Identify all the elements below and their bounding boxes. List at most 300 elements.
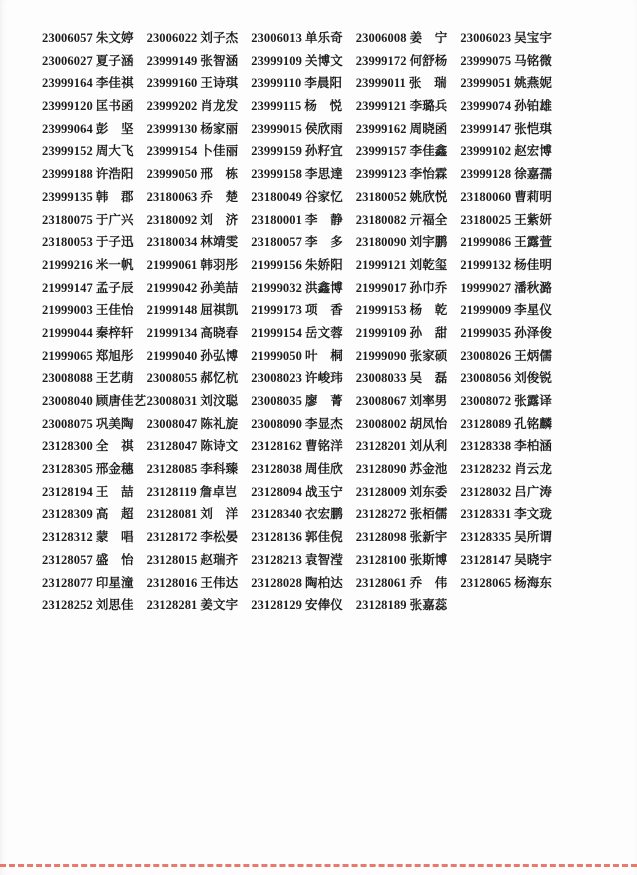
student-id: 23999064 <box>42 121 93 136</box>
student-id: 23128272 <box>355 507 407 522</box>
roster-entry <box>356 549 461 572</box>
student-id: 23180049 <box>251 189 302 204</box>
roster-entry <box>42 231 147 254</box>
student-name: 许浩阳 <box>95 167 134 182</box>
roster-entry <box>251 458 356 481</box>
student-id: 23999202 <box>146 99 198 114</box>
roster-entry <box>42 549 147 572</box>
student-name: 邢金穗 <box>95 462 134 477</box>
student-name: 王炳儒 <box>514 348 552 363</box>
roster-entry <box>147 413 252 436</box>
roster-entry <box>356 594 461 617</box>
roster-entry <box>460 299 565 322</box>
student-name: 李思達 <box>305 167 343 182</box>
student-id: 23008090 <box>251 416 302 431</box>
roster-entry <box>460 95 565 118</box>
student-id: 21999044 <box>42 325 93 340</box>
student-id: 21999065 <box>42 348 93 363</box>
student-id: 23008002 <box>355 416 407 431</box>
student-id: 23006022 <box>146 31 198 45</box>
student-name: 高晓春 <box>200 325 239 340</box>
student-name: 王诗琪 <box>200 76 239 91</box>
roster-entry <box>356 118 461 141</box>
student-name: 姜文宇 <box>200 598 239 613</box>
student-id: 23180075 <box>42 212 93 227</box>
roster-entry <box>356 435 461 458</box>
student-name: 项 香 <box>305 303 343 318</box>
student-name: 许峻玮 <box>305 371 343 386</box>
student-id: 23128038 <box>251 462 302 477</box>
student-name: 肖云龙 <box>514 462 552 477</box>
roster-entry <box>460 27 565 50</box>
student-name: 蒙 唱 <box>95 530 134 545</box>
student-name: 李怡霖 <box>409 167 448 182</box>
student-name: 马铭微 <box>514 53 552 68</box>
student-id: 23999154 <box>146 144 198 159</box>
roster-entry <box>251 299 356 322</box>
student-id: 21999134 <box>146 325 198 340</box>
student-id: 23128098 <box>355 530 407 545</box>
roster-entry <box>356 95 461 118</box>
roster-entry <box>356 163 461 186</box>
roster-entry <box>147 549 252 572</box>
student-id: 23128089 <box>460 416 512 431</box>
student-name: 王佳怡 <box>95 303 134 318</box>
student-name: 韩羽彤 <box>200 257 239 272</box>
student-id: 23006013 <box>251 31 302 45</box>
student-id: 23999164 <box>42 76 93 91</box>
roster-entry <box>251 572 356 595</box>
student-id: 23999123 <box>355 167 407 182</box>
roster-entry <box>147 458 252 481</box>
student-name: 刘从利 <box>409 439 448 454</box>
roster-entry <box>42 209 147 232</box>
student-name: 衣宏鹏 <box>305 507 343 522</box>
roster-entry <box>460 231 565 254</box>
student-id: 23128340 <box>251 507 302 522</box>
student-id: 23180063 <box>146 189 198 204</box>
student-id: 23128016 <box>146 575 198 590</box>
student-id: 23128085 <box>146 462 198 477</box>
student-name: 孙巾乔 <box>409 280 448 295</box>
student-id: 21999121 <box>355 257 407 272</box>
student-id: 23999158 <box>251 167 302 182</box>
student-name: 刘宇鹏 <box>409 235 448 250</box>
roster-entry <box>460 390 565 413</box>
student-id: 23999135 <box>42 189 93 204</box>
student-name: 刘子杰 <box>200 31 239 45</box>
student-name: 郝忆杭 <box>200 371 239 386</box>
student-name: 杨家丽 <box>200 121 239 136</box>
roster-entry <box>147 186 252 209</box>
student-id: 23999110 <box>251 76 302 91</box>
student-name: 王紫妍 <box>514 212 552 227</box>
roster-entry <box>147 367 252 390</box>
roster-entry <box>460 209 565 232</box>
student-name: 苏金池 <box>409 462 448 477</box>
student-name: 乔 楚 <box>200 189 239 204</box>
student-name: 李佳祺 <box>95 76 134 91</box>
student-id: 23128047 <box>146 439 198 454</box>
roster-entry <box>251 118 356 141</box>
student-id: 21999154 <box>251 325 302 340</box>
student-id: 23999188 <box>42 167 93 182</box>
student-id: 23008075 <box>42 416 93 431</box>
student-name: 安俸仪 <box>305 598 343 613</box>
student-id: 21999216 <box>42 257 93 272</box>
roster-entry <box>251 549 356 572</box>
roster-entry <box>356 572 461 595</box>
roster-entry <box>42 72 147 95</box>
roster-entry <box>356 390 461 413</box>
student-id: 23008035 <box>251 394 302 408</box>
roster-entry <box>147 209 252 232</box>
student-name: 于子迅 <box>95 235 134 250</box>
student-name: 张新宇 <box>409 530 448 545</box>
student-id: 23128090 <box>355 462 407 477</box>
student-name: 孙泽俊 <box>514 325 552 340</box>
student-id: 21999061 <box>146 257 198 272</box>
roster-entry <box>460 163 565 186</box>
student-id: 23128172 <box>146 530 198 545</box>
student-name: 刘俊锐 <box>514 371 552 386</box>
roster-entry <box>42 140 147 163</box>
roster-entry <box>251 27 356 50</box>
student-id: 23999162 <box>355 121 407 136</box>
roster-entry <box>42 186 147 209</box>
student-id: 23008072 <box>460 394 512 408</box>
roster-grid <box>42 27 565 617</box>
roster-entry <box>42 50 147 73</box>
student-id: 21999040 <box>146 348 198 363</box>
student-id: 23128077 <box>42 575 93 590</box>
student-id: 23128300 <box>42 439 93 454</box>
student-name: 卜佳丽 <box>200 144 239 159</box>
roster-entry <box>147 95 252 118</box>
student-name: 姚欣悦 <box>409 189 448 204</box>
student-name: 孙弘博 <box>200 348 239 363</box>
roster-entry <box>147 72 252 95</box>
roster-entry <box>356 254 461 277</box>
student-name: 孙铂雄 <box>514 99 552 114</box>
student-id: 23006008 <box>355 31 407 45</box>
roster-entry <box>251 435 356 458</box>
student-name: 于广兴 <box>95 212 134 227</box>
roster-entry <box>460 367 565 390</box>
roster-entry <box>147 345 252 368</box>
student-id: 23128136 <box>251 530 302 545</box>
student-id: 23006023 <box>460 31 512 45</box>
roster-entry <box>460 118 565 141</box>
student-id: 23128094 <box>251 484 302 499</box>
student-name: 米一帆 <box>95 257 134 272</box>
roster-entry <box>460 458 565 481</box>
roster-entry <box>356 27 461 50</box>
student-name: 吴宝宇 <box>514 31 552 45</box>
student-id: 23128147 <box>460 552 512 567</box>
roster-entry <box>42 95 147 118</box>
student-id: 23128309 <box>42 507 93 522</box>
roster-entry <box>42 594 147 617</box>
student-id: 23008040 <box>42 394 93 408</box>
student-name: 刘 洋 <box>200 507 239 522</box>
student-name: 潘秋潞 <box>514 280 552 295</box>
student-name: 顾唐佳艺 <box>95 394 147 408</box>
student-id: 23128015 <box>146 552 198 567</box>
roster-entry <box>460 481 565 504</box>
student-id: 23128331 <box>460 507 512 522</box>
student-name: 杨 悦 <box>304 99 343 114</box>
student-name: 侯欣雨 <box>305 121 343 136</box>
roster-entry <box>460 435 565 458</box>
student-name: 郭佳倪 <box>305 530 343 545</box>
student-id: 23128232 <box>460 462 512 477</box>
roster-entry <box>147 481 252 504</box>
roster-entry <box>42 345 147 368</box>
roster-entry <box>356 209 461 232</box>
student-id: 23006027 <box>42 53 93 68</box>
roster-entry <box>460 345 565 368</box>
student-name: 李晨阳 <box>304 76 343 91</box>
student-name: 张嘉蕊 <box>409 598 448 613</box>
roster-entry <box>42 390 147 413</box>
student-id: 21999050 <box>251 348 302 363</box>
roster-entry <box>42 413 147 436</box>
student-id: 23128305 <box>42 462 93 477</box>
student-id: 21999147 <box>42 280 93 295</box>
student-name: 夏子涵 <box>95 53 134 68</box>
student-name: 韩 郡 <box>95 189 134 204</box>
student-name: 王伟达 <box>200 575 239 590</box>
roster-entry <box>460 140 565 163</box>
student-id: 23999128 <box>460 167 512 182</box>
student-name: 巩美陶 <box>95 416 134 431</box>
student-id: 23128338 <box>460 439 512 454</box>
roster-entry <box>42 367 147 390</box>
student-id: 23008033 <box>355 371 407 386</box>
student-name: 叶 桐 <box>305 348 343 363</box>
student-id: 23008056 <box>460 371 512 386</box>
student-name: 姚燕妮 <box>514 76 552 91</box>
roster-entry <box>147 231 252 254</box>
roster-entry <box>460 186 565 209</box>
student-name: 何舒杨 <box>409 53 448 68</box>
student-id: 21999173 <box>251 303 302 318</box>
student-id: 23128162 <box>251 439 302 454</box>
student-id: 23008026 <box>460 348 512 363</box>
student-name: 盛 怡 <box>95 552 134 567</box>
roster-entry <box>147 572 252 595</box>
student-name: 朱文婷 <box>95 31 134 45</box>
student-name: 詹卓岂 <box>199 484 238 499</box>
student-name: 王艺萌 <box>95 371 134 386</box>
student-id: 23999160 <box>146 76 198 91</box>
student-name: 李柏涵 <box>514 439 552 454</box>
student-name: 全 祺 <box>95 439 134 454</box>
student-id: 23180057 <box>251 235 302 250</box>
student-name: 李显杰 <box>305 416 343 431</box>
roster-entry <box>251 163 356 186</box>
roster-entry <box>147 526 252 549</box>
student-id: 23180082 <box>355 212 407 227</box>
student-name: 李佳鑫 <box>409 144 448 159</box>
student-name: 肖龙发 <box>200 99 239 114</box>
roster-entry <box>147 594 252 617</box>
student-id: 23999011 <box>355 76 406 91</box>
roster-entry <box>356 277 461 300</box>
student-name: 吴所谓 <box>514 530 552 545</box>
student-id: 23128032 <box>460 484 512 499</box>
student-name: 孟子辰 <box>95 280 134 295</box>
roster-entry <box>251 322 356 345</box>
student-name: 刘东委 <box>409 484 448 499</box>
roster-entry <box>42 277 147 300</box>
roster-entry <box>356 140 461 163</box>
student-name: 周大飞 <box>95 144 134 159</box>
roster-entry <box>356 526 461 549</box>
roster-entry <box>356 72 461 95</box>
roster-entry <box>251 526 356 549</box>
student-name: 廖 菁 <box>305 394 343 408</box>
roster-entry <box>251 50 356 73</box>
roster-entry <box>460 254 565 277</box>
roster-entry <box>42 481 147 504</box>
roster-entry <box>147 299 252 322</box>
student-name: 李 多 <box>305 235 343 250</box>
roster-entry <box>251 254 356 277</box>
student-name: 高 超 <box>95 507 134 522</box>
student-id: 21999009 <box>460 303 512 318</box>
student-id: 23008047 <box>146 416 198 431</box>
roster-entry <box>356 299 461 322</box>
student-id: 23180092 <box>146 212 198 227</box>
roster-entry <box>147 163 252 186</box>
roster-entry <box>356 50 461 73</box>
roster-entry <box>251 277 356 300</box>
student-name: 周佳欣 <box>305 462 343 477</box>
student-name: 张恺琪 <box>514 121 552 136</box>
roster-entry <box>356 345 461 368</box>
student-name: 李 静 <box>305 212 343 227</box>
student-id: 23999152 <box>42 144 93 159</box>
roster-entry <box>42 458 147 481</box>
roster-entry <box>42 254 147 277</box>
student-id: 23128189 <box>355 598 407 613</box>
student-name: 乔 伟 <box>409 575 448 590</box>
student-id: 21999017 <box>355 280 407 295</box>
roster-entry <box>251 413 356 436</box>
roster-entry <box>251 186 356 209</box>
student-id: 23008067 <box>355 394 407 408</box>
roster-entry <box>356 367 461 390</box>
roster-entry <box>147 503 252 526</box>
roster-entry <box>460 50 565 73</box>
roster-entry <box>251 367 356 390</box>
student-name: 姜 宁 <box>409 31 448 45</box>
student-id: 23128213 <box>251 552 302 567</box>
roster-entry <box>460 322 565 345</box>
roster-entry <box>251 231 356 254</box>
student-id: 21999035 <box>460 325 512 340</box>
student-name: 战玉宁 <box>305 484 343 499</box>
student-id: 21999086 <box>460 235 512 250</box>
roster-entry <box>460 549 565 572</box>
roster-entry <box>251 594 356 617</box>
roster-entry <box>251 503 356 526</box>
student-id: 23008088 <box>42 371 93 386</box>
roster-entry <box>147 140 252 163</box>
student-id: 23999159 <box>251 144 302 159</box>
student-name: 李科臻 <box>200 462 239 477</box>
student-id: 23999050 <box>146 167 198 182</box>
student-name: 李璐兵 <box>409 99 448 114</box>
roster-entry <box>251 481 356 504</box>
roster-entry <box>356 186 461 209</box>
student-id: 23128057 <box>42 552 93 567</box>
student-id: 21999003 <box>42 303 93 318</box>
student-id: 23999157 <box>355 144 407 159</box>
student-name: 李文珑 <box>514 507 552 522</box>
student-name: 孙美喆 <box>200 280 239 295</box>
student-name: 吕广涛 <box>514 484 552 499</box>
student-id: 23128028 <box>251 575 302 590</box>
roster-entry <box>42 118 147 141</box>
student-id: 23128129 <box>251 598 302 613</box>
roster-entry <box>356 322 461 345</box>
roster-entry <box>42 435 147 458</box>
student-id: 21999042 <box>146 280 198 295</box>
student-id: 21999109 <box>355 325 407 340</box>
roster-entry <box>147 390 252 413</box>
student-name: 吴晓宇 <box>514 552 552 567</box>
student-id: 23128194 <box>42 484 93 499</box>
student-name: 郑旭彤 <box>95 348 134 363</box>
student-name: 杨佳明 <box>514 257 552 272</box>
student-name: 李松晏 <box>200 530 239 545</box>
roster-entry <box>147 277 252 300</box>
student-id: 23999102 <box>460 144 512 159</box>
roster-entry <box>42 572 147 595</box>
student-id: 21999148 <box>146 303 198 318</box>
student-name: 亓福全 <box>409 212 448 227</box>
roster-entry <box>147 50 252 73</box>
roster-entry <box>147 322 252 345</box>
roster-entry <box>42 163 147 186</box>
student-id: 23128252 <box>42 598 93 613</box>
student-name: 关博文 <box>305 53 343 68</box>
student-name: 王露萱 <box>514 235 552 250</box>
student-name: 岳文蓉 <box>305 325 343 340</box>
roster-entry <box>251 390 356 413</box>
roster-entry <box>147 27 252 50</box>
student-name: 徐嘉孺 <box>514 167 552 182</box>
student-name: 张栢儒 <box>409 507 448 522</box>
student-name: 张 瑞 <box>408 76 447 91</box>
roster-entry <box>251 209 356 232</box>
roster-entry <box>460 277 565 300</box>
student-name: 屈祺凯 <box>200 303 239 318</box>
student-name: 孙 甜 <box>409 325 448 340</box>
student-name: 曹铭洋 <box>305 439 343 454</box>
student-name: 王 喆 <box>95 484 134 499</box>
student-name: 单乐奇 <box>305 31 343 45</box>
student-id: 23999075 <box>460 53 512 68</box>
student-name: 匡书函 <box>95 99 134 114</box>
roster-entry <box>251 140 356 163</box>
roster-entry <box>460 413 565 436</box>
student-name: 刘率男 <box>409 394 448 408</box>
student-name: 彭 坚 <box>95 121 134 136</box>
